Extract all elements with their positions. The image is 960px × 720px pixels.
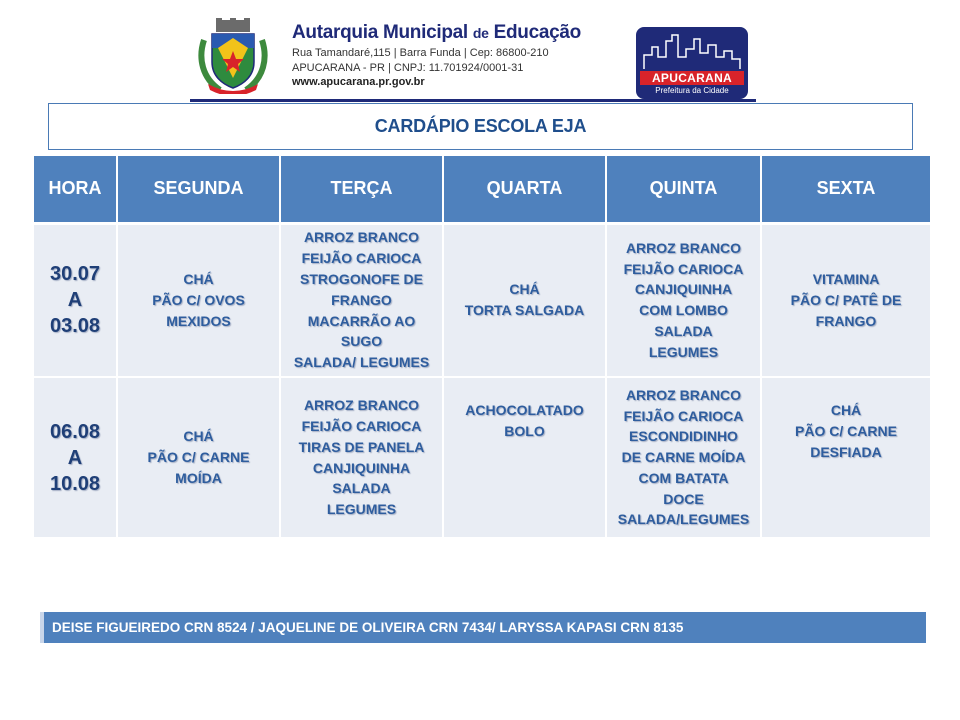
menu-item: CHÁ xyxy=(509,281,540,298)
prefeitura-logo xyxy=(636,27,748,99)
menu-item: FRANGO xyxy=(815,312,877,329)
menu-item: CANJIQUINHA xyxy=(634,281,733,298)
nutritionists-credits: DEISE FIGUEIREDO CRN 8524 / JAQUELINE DE OLIVEIRA CRN 7434/ LARYSSA KAPASI CRN 8135 xyxy=(52,620,684,635)
org-name-main: Autarquia Municipal xyxy=(292,22,468,43)
nutritionists-footer xyxy=(40,612,926,643)
menu-item: COM LOMBO xyxy=(639,302,728,319)
menu-item: MACARRÃO AO xyxy=(307,312,416,329)
menu-item: PÃO C/ CARNE xyxy=(795,422,897,439)
header-quarta: QUARTA xyxy=(443,156,606,223)
menu-item: FEIJÃO CARIOCA xyxy=(301,250,422,267)
organization-info xyxy=(292,22,622,88)
menu-item: FEIJÃO CARIOCA xyxy=(623,260,744,277)
menu-item: STROGONOFE DE xyxy=(300,271,423,288)
date-start: 30.07 xyxy=(49,263,101,286)
sexta-cell xyxy=(761,223,930,377)
header-divider xyxy=(190,99,756,102)
menu-item: ESCONDIDINHO xyxy=(629,428,738,445)
table-row xyxy=(34,223,930,377)
org-name-connector: de xyxy=(472,25,489,41)
menu-item: MEXIDOS xyxy=(166,312,231,329)
terca-cell xyxy=(280,223,443,377)
menu-item: CHÁ xyxy=(830,402,862,418)
hora-cell xyxy=(34,223,117,377)
page-title: CARDÁPIO ESCOLA EJA xyxy=(374,116,587,136)
menu-table xyxy=(34,156,930,537)
address-line: Rua Tamandaré,115 | Barra Funda | Cep: 86800-210 xyxy=(292,47,549,59)
menu-item: PÃO C/ CARNE xyxy=(147,449,250,466)
menu-item: BOLO xyxy=(504,422,545,439)
menu-item: SALADA xyxy=(332,480,391,497)
menu-item: DE CARNE MOÍDA xyxy=(621,449,746,466)
menu-item: ARROZ BRANCO xyxy=(625,386,742,403)
header-sexta: SEXTA xyxy=(761,156,930,223)
title-box xyxy=(48,103,913,150)
website-link[interactable]: www.apucarana.pr.gov.br xyxy=(292,76,425,88)
menu-item: DOCE xyxy=(663,490,704,507)
municipal-crest-icon xyxy=(198,18,268,94)
letterhead xyxy=(190,16,756,102)
menu-item: ARROZ BRANCO xyxy=(303,229,420,246)
segunda-cell xyxy=(117,377,280,537)
header-quinta: QUINTA xyxy=(606,156,761,223)
menu-item: PÃO C/ OVOS xyxy=(152,291,245,308)
sexta-cell xyxy=(761,377,930,537)
date-separator: A xyxy=(67,446,83,469)
hora-cell xyxy=(34,377,117,537)
header-hora: HORA xyxy=(34,156,117,223)
table-header-row xyxy=(34,156,930,223)
menu-item: ACHOCOLATADO xyxy=(465,402,584,418)
date-separator: A xyxy=(67,289,83,312)
menu-item: CHÁ xyxy=(183,271,214,288)
quarta-cell xyxy=(443,223,606,377)
menu-item: SALADA/ LEGUMES xyxy=(293,354,430,371)
city-cnpj-line: APUCARANA - PR | CNPJ: 11.701924/0001-31 xyxy=(292,62,524,74)
menu-item: ARROZ BRANCO xyxy=(303,397,420,414)
date-end: 10.08 xyxy=(49,472,101,495)
menu-item: VITAMINA xyxy=(812,271,880,288)
logo-city-name: APUCARANA xyxy=(640,71,744,85)
header-terca: TERÇA xyxy=(280,156,443,223)
header-segunda: SEGUNDA xyxy=(117,156,280,223)
menu-item: SALADA xyxy=(654,323,713,340)
menu-item: LEGUMES xyxy=(326,501,397,518)
logo-subtitle: Prefeitura da Cidade xyxy=(655,86,729,95)
menu-item: TIRAS DE PANELA xyxy=(298,438,425,455)
menu-item: CHÁ xyxy=(183,428,214,445)
menu-item: COM BATATA xyxy=(638,469,729,486)
quinta-cell xyxy=(606,377,761,537)
menu-item: FRANGO xyxy=(331,291,392,308)
menu-item: PÃO C/ PATÊ DE xyxy=(790,291,902,308)
menu-item: FEIJÃO CARIOCA xyxy=(301,417,422,434)
organization-name xyxy=(292,22,622,44)
table-row xyxy=(34,377,930,537)
menu-item: SALADA/LEGUMES xyxy=(617,511,750,528)
city-skyline-icon xyxy=(636,27,748,73)
terca-cell xyxy=(280,377,443,537)
segunda-cell xyxy=(117,223,280,377)
menu-item: TORTA SALGADA xyxy=(464,302,585,319)
menu-item: FEIJÃO CARIOCA xyxy=(623,407,744,424)
date-start: 06.08 xyxy=(49,420,101,443)
menu-item: CANJIQUINHA xyxy=(312,459,411,476)
quarta-cell xyxy=(443,377,606,537)
org-name-end: Educação xyxy=(493,22,581,43)
date-end: 03.08 xyxy=(49,315,101,338)
menu-item: MOÍDA xyxy=(175,469,222,486)
menu-item: DESFIADA xyxy=(810,443,882,460)
menu-item: ARROZ BRANCO xyxy=(625,239,742,256)
menu-item: LEGUMES xyxy=(648,343,719,360)
quinta-cell xyxy=(606,223,761,377)
menu-item: SUGO xyxy=(340,333,383,350)
